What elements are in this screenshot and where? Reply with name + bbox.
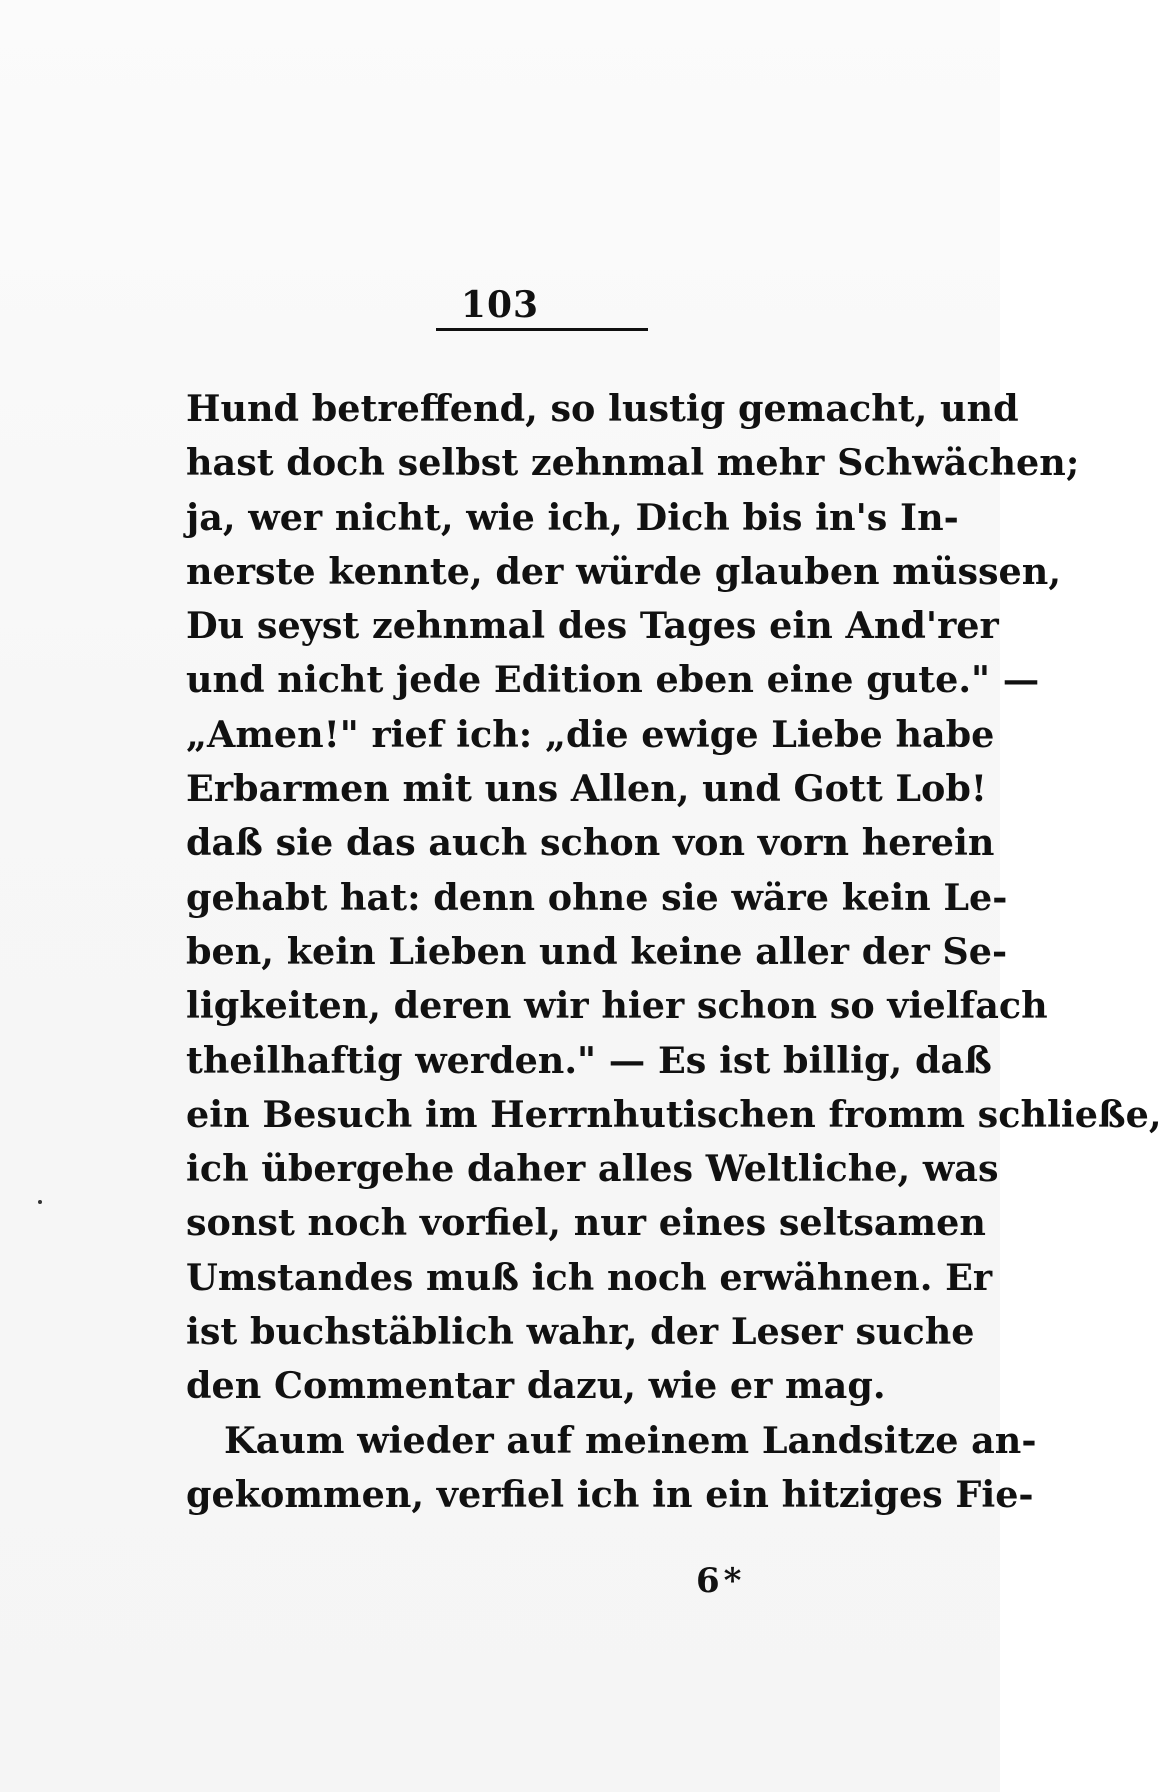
text-line: Kaum wieder auf meinem Landsitze an-: [224, 1418, 1037, 1462]
text-line: nerste kennte, der würde glauben müssen,: [186, 549, 1062, 593]
text-line: sonst noch vorfiel, nur eines seltsamen: [186, 1201, 986, 1245]
text-line: „Amen!" rief ich: „die ewige Liebe habe: [186, 712, 995, 756]
text-line: ja, wer nicht, wie ich, Dich bis in's In-: [186, 495, 959, 539]
text-line: ist buchstäblich wahr, der Leser suche: [186, 1310, 975, 1354]
text-line: hast doch selbst zehnmal mehr Schwächen;: [186, 441, 1080, 485]
text-line: gekommen, verfiel ich in ein hitziges Fie-: [186, 1472, 1034, 1516]
page-number: 103: [460, 284, 540, 326]
body-text: [186, 382, 1162, 1522]
text-line: Du seyst zehnmal des Tages ein And'rer: [186, 604, 999, 648]
text-line: Hund betreffend, so lustig gemacht, und: [186, 387, 1019, 430]
text-line: gehabt hat: denn ohne sie wäre kein Le-: [186, 875, 1008, 919]
text-line: ligkeiten, deren wir hier schon so vielfach: [186, 984, 1048, 1028]
header-rule: [436, 328, 648, 331]
text-line: den Commentar dazu, wie er mag.: [186, 1364, 886, 1408]
text-line: ich übergehe daher alles Weltliche, was: [186, 1147, 999, 1191]
text-line: ein Besuch im Herrnhutischen fromm schließe,: [186, 1092, 1162, 1136]
text-line: ben, kein Lieben und keine aller der Se-: [186, 929, 1008, 973]
text-line: Umstandes muß ich noch erwähnen. Er: [186, 1255, 993, 1299]
text-line: und nicht jede Edition eben eine gute." —: [186, 658, 1040, 702]
text-line: Erbarmen mit uns Allen, und Gott Lob!: [186, 767, 987, 811]
paper-speck: [38, 1200, 42, 1204]
text-line: daß sie das auch schon von vorn herein: [186, 821, 995, 865]
signature-mark: 6*: [696, 1561, 746, 1601]
text-line: theilhaftig werden." — Es ist billig, daß: [186, 1038, 992, 1082]
